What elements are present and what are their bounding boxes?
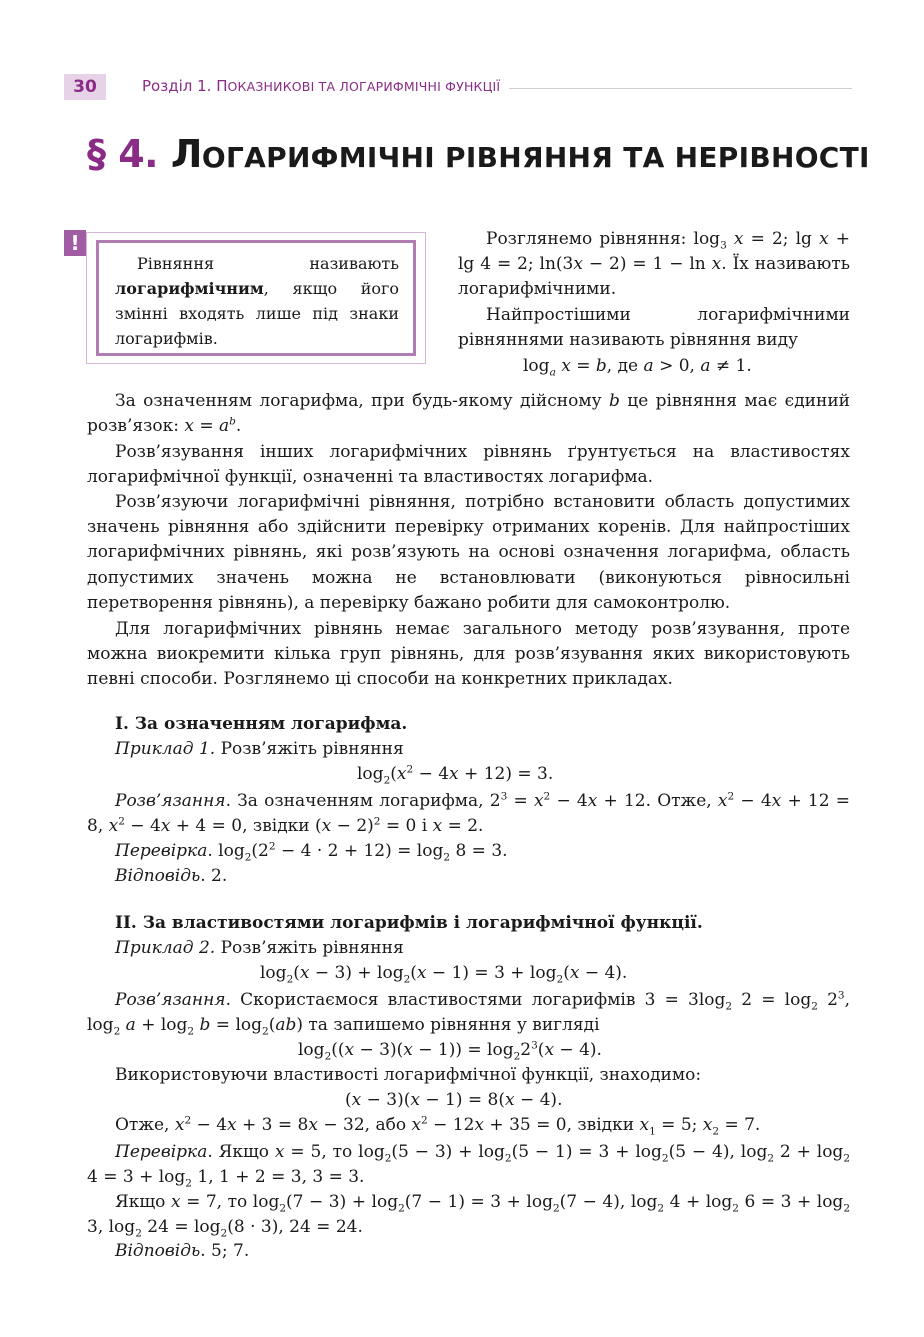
- example-1-solution: Розв’язання. За означенням логарифма, $2^3 = x^2 - 4x + 12$. Отже, $x^2 - 4x + 12 = 8$, $x^2 - 4x + 4 = 0$, звідки $(x - 2)^2 = 0$ і x = 2.: [87, 790, 850, 837]
- example-2-using-text: Використовуючи властивості логарифмічної функції, знаходимо:: [115, 1065, 702, 1085]
- example-2-solution: Розв’язання. Скористаємося властивостями логарифмів $3 = 3\log_2$ $2 = \log_2 2^3$, $\log_2 a + \log_2 b = \log_2(ab)$ та запишемо рівняння у вигляді: [87, 989, 850, 1038]
- method-1-heading: I. За означенням логарифма.: [115, 714, 408, 734]
- example-2-roots: Отже, $x^2 - 4x + 3 = 8x - 32$, або $x^2 - 12x + 35 = 0$, звідки $x_1 = 5$; $x_2 = 7$.: [115, 1114, 761, 1138]
- methods-paragraph: Для логарифмічних рівнянь немає загального методу розв’язування, проте можна виокремити кілька груп рівнянь, для розв’язування яких використовують певні способи. Розглянемо ці способи на конкретних прикладах.: [87, 619, 850, 690]
- intro-paragraph: Розглянемо рівняння: $\log_3 x = 2$; lg x + lg 4 = 2; ln(3x − 2) = 1 − ln x. Їх називають логарифмічними.: [458, 229, 851, 300]
- example-1-prompt: Приклад 1. Розв’яжіть рівняння: [115, 739, 404, 759]
- example-1-check: Перевірка. $\log_2(2^2 - 4 \cdot 2 + 12) = \log_2 8 = 3$.: [115, 840, 508, 864]
- running-header: [64, 74, 852, 102]
- example-2-answer: Відповідь. 5; 7.: [115, 1241, 250, 1261]
- example-2-prompt: Приклад 2. Розв’яжіть рівняння: [115, 938, 404, 958]
- important-mark-icon: !: [64, 230, 86, 256]
- simplest-equation-formula: $\log_a x = b$, де a > 0, a ≠ 1.: [523, 356, 752, 379]
- example-2-rewritten-equation: $\log_2((x - 3)(x - 1)) = \log_22^3(x - 4)$.: [298, 1039, 602, 1063]
- section-title: § 4. ЛОГАРИФМІЧНІ РІВНЯННЯ ТА НЕРІВНОСТІ: [87, 132, 870, 176]
- definition-term: логарифмічним: [115, 279, 264, 298]
- simplest-equations-paragraph: Найпростішими логарифмічними рівняннями називають рівняння виду: [458, 305, 850, 351]
- example-2-check-x7: Якщо x = 7, то $\log_2(7 - 3) + \log_2(7 - 1) = 3 + \log_2(7 - 4)$, $\log_2 4 + \log_2 6 = 3 + \log_2 3$, $\log_2 24 = \log_2(8 \cdot 3)$, 24 = 24.: [87, 1192, 850, 1240]
- solving-approach-paragraph: Розв’язуючи логарифмічні рівняння, потрібно встановити область допустимих значень рівняння або здійснити перевірку отриманих коренів. Для найпростіших логарифмічних рівнянь, які розв’язують на основі означення логарифма, область допустимих значень можна не встановлювати (виконуються рівносильні перетворення рівнянь), а перевірку бажано робити для самоконтролю.: [87, 492, 850, 613]
- page-number: 30: [64, 74, 106, 100]
- example-2-check-x5: Перевірка. Якщо x = 5, то $\log_2(5 - 3) + \log_2(5 - 1) = 3 + \log_2(5 - 4)$, $\log_2 2 + \log_2 4 = 3 + \log_2 1$, 1 + 2 = 3, 3 = 3.: [87, 1142, 851, 1190]
- definition-box: Рівняння називають логарифмічним, якщо його змінні входять лише під знаки логарифмів.: [96, 240, 416, 356]
- section-number: § 4.: [87, 132, 159, 176]
- example-1-answer: Відповідь. 2.: [115, 866, 228, 886]
- example-2-product-equation: (x − 3)(x − 1) = 8(x − 4).: [345, 1090, 563, 1110]
- definition-consequence-paragraph: За означенням логарифма, при будь-якому дійсному b це рівняння має єдиний розв’язок: $x = a^b$.: [87, 391, 850, 437]
- chapter-running-title: Розділ 1. ПОКАЗНИКОВІ ТА ЛОГАРИФМІЧНІ ФУНКЦІЇ: [142, 77, 501, 95]
- header-rule: [509, 88, 852, 89]
- example-1-equation: $\log_2(x^2 - 4x + 12) = 3$.: [357, 763, 554, 787]
- intro-examples: = 2; lg x + lg 4 = 2; ln(3x − 2) = 1 − ln x. Їх називають логарифмічними.: [458, 229, 851, 300]
- method-2-heading: II. За властивостями логарифмів і логарифмічної функції.: [115, 913, 703, 933]
- other-equations-paragraph: Розв’язування інших логарифмічних рівнянь ґрунтується на властивостях логарифмічної функції, означенні та властивостях логарифма.: [87, 442, 850, 488]
- example-2-equation: $\log_2(x - 3) + \log_2(x - 1) = 3 + \log_2(x - 4)$.: [260, 963, 628, 986]
